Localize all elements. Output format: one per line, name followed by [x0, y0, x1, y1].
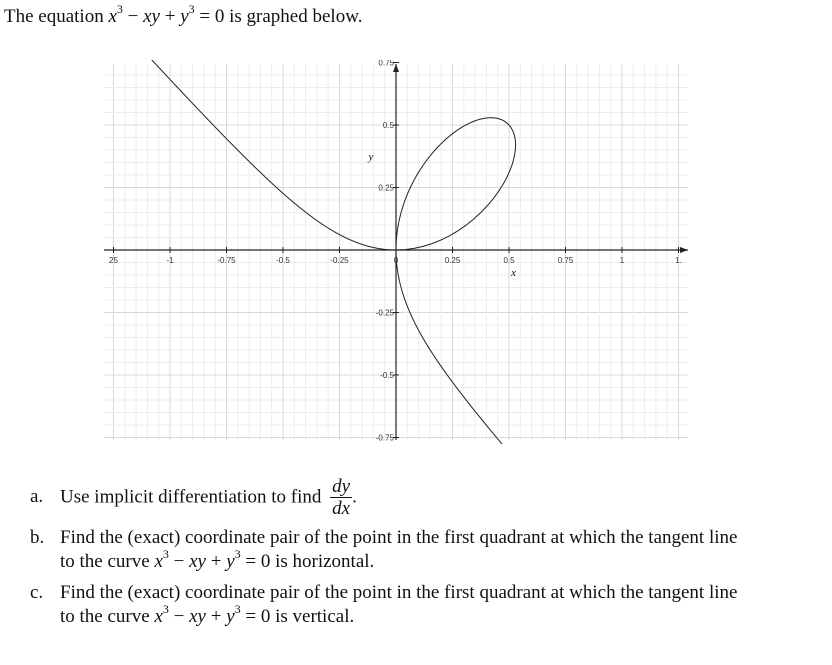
question-b-line2: to the curve — [60, 551, 150, 572]
x-tick-label: 0 — [393, 256, 399, 265]
question-a-letter: a. — [30, 486, 44, 508]
question-a-text: Use implicit differentiation to find — [60, 486, 322, 508]
y-tick-label: 0.25 — [378, 183, 394, 193]
axes — [104, 63, 688, 441]
question-b — [30, 526, 737, 574]
question-c-letter: c. — [30, 582, 44, 603]
y-tick-label: 0.75 — [378, 60, 394, 68]
x-tick-label: -0.75 — [217, 256, 236, 265]
x-tick-label: 1 — [619, 256, 625, 265]
question-b-tail: is horizontal. — [275, 551, 375, 572]
y-tick-label: 0.5 — [382, 121, 394, 130]
question-a: a. Use implicit differentiation to find $\frac{dy}{dx}$ . — [30, 476, 357, 519]
y-tick-label: -0.75 — [375, 433, 394, 443]
equation-c: $x^3$ − xy + $y^3 = 0$ — [154, 602, 271, 627]
question-c-tail: is vertical. — [275, 606, 355, 627]
x-tick-label: 0.5 — [503, 256, 515, 265]
question-c-line1: Find the (exact) coordinate pair of the point in the first quadrant at which the tangent line — [60, 582, 738, 603]
x-tick-label: 1. — [675, 256, 682, 265]
dy-dx-fraction: $\frac{dy}{dx}$ — [332, 476, 351, 519]
intro-suffix: is graphed below. — [229, 6, 363, 27]
y-tick-label: -0.25 — [375, 308, 394, 318]
x-axis-label: x — [511, 267, 516, 279]
intro-prefix: The equation — [4, 6, 104, 27]
question-b-letter: b. — [30, 527, 45, 548]
y-axis-label: y — [368, 151, 374, 163]
curve-lower-branch — [393, 254, 507, 444]
x-tick-label: -1 — [166, 256, 174, 265]
y-tick-label: -0.5 — [380, 371, 394, 380]
equation: $x^3$ − xy + $y^3 = 0$ — [108, 2, 225, 27]
x-tick-label: 0.25 — [444, 256, 461, 265]
x-axis-arrow — [680, 247, 688, 253]
question-b-line1: Find the (exact) coordinate pair of the point in the first quadrant at which the tangent line — [60, 527, 738, 548]
curve-branches — [143, 60, 515, 444]
x-tick-label: -0.5 — [276, 256, 290, 265]
question-c-line2: to the curve — [60, 606, 150, 627]
x-tick-label: 25 — [109, 256, 118, 265]
question-c — [30, 581, 737, 629]
equation-b: $x^3$ − xy + $y^3 = 0$ — [154, 547, 271, 572]
intro-line — [4, 2, 363, 28]
x-tick-label: -0.25 — [330, 256, 349, 265]
x-tick-label: 0.75 — [557, 256, 574, 265]
folium-graph — [98, 60, 692, 444]
